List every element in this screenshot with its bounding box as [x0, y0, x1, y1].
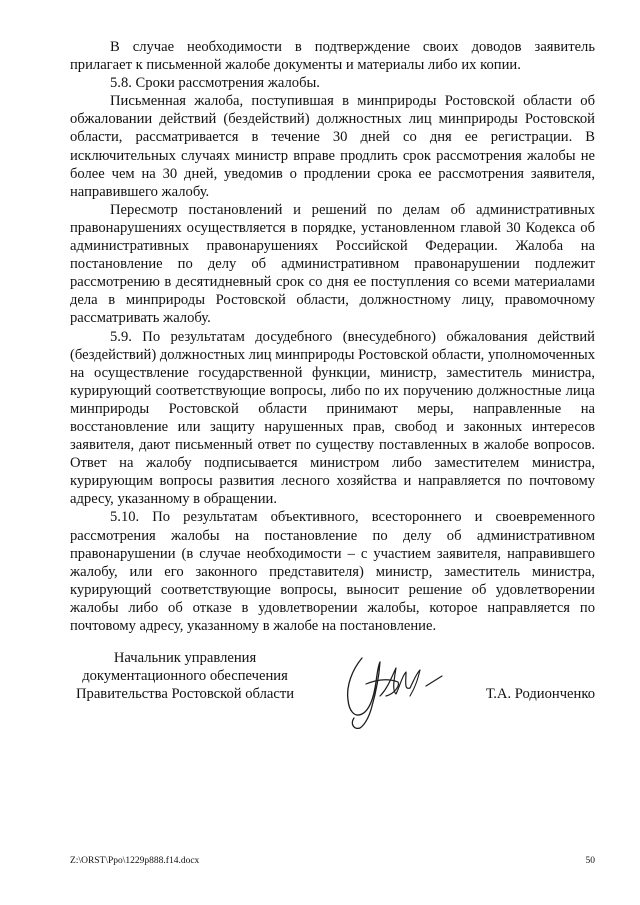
- signer-position-line: документационного обеспечения: [82, 668, 288, 685]
- signer-name: Т.А. Родионченко: [485, 686, 595, 702]
- paragraph-section-5-9: 5.9. По результатам досудебного (внесудебного) обжалования действий (бездействий) должностных лиц минприроды Ростовской области, уполномоченных на осуществление государственной функции, министр, заместитель министра, курирующий соответствующие вопросы, либо по их поручению должностные лица минприроды Ростовской области принимают меры, направленные на восстановление или защиту нарушенных прав, свобод и законных интересов заявителя, дают письменный ответ по существу поставленных в жалобе вопросов. Ответ на жалобу подписывается министром либо заместителем министра, курирующим вопросы развития лесного хозяйства и направляется по почтовому адресу, указанному в обращении.: [70, 328, 595, 508]
- signature-block: [70, 649, 595, 729]
- page-number: 50: [585, 856, 595, 866]
- signer-position-line: Начальник управления: [113, 650, 257, 666]
- paragraph-supporting-documents: В случае необходимости в подтверждение своих доводов заявитель прилагает к письменной жалобе документы и материалы либо их копии.: [70, 39, 595, 74]
- document-body: [70, 38, 595, 635]
- paragraph-complaint-review-period: Письменная жалоба, поступившая в минприроды Ростовской области об обжаловании действий (бездействий) должностных лиц минприроды Ростовской области, рассматривается в течение 30 дней со дня ее регистрации. В исключительных случаях министр вправе продлить срок рассмотрения жалобы не более чем на 30 дней, уведомив о продлении срока ее рассмотрения заявителя, направившего жалобу.: [70, 93, 595, 200]
- section-heading-review-terms: 5.8. Сроки рассмотрения жалобы.: [110, 75, 320, 92]
- footer-file-path: Z:\ORST\Ppo\1229p888.f14.docx: [70, 856, 200, 866]
- paragraph-administrative-review: Пересмотр постановлений и решений по делам об административных правонарушениях осуществляется в порядке, установленном главой 30 Кодекса об административных правонарушениях Российской Федерации. Жалоба на постановление по делу об административном правонарушении подлежит рассмотрению в десятидневный срок со дня ее поступления со всеми материалами дела в минприроды Ростовской области, должностному лицу, правомочному рассматривать жалобу.: [70, 201, 595, 327]
- handwritten-signature: [340, 652, 450, 732]
- paragraph-section-5-10: 5.10. По результатам объективного, всестороннего и своевременного рассмотрения жалобы на постановление по делу об административном правонарушении (в случае необходимости – с участием заявителя, направившего жалобу, или его законного представителя) министр, заместитель министра, курирующий соответствующие вопросы, выносит решение об удовлетворении жалобы либо об отказе в удовлетворении жалобы, которое направляется по почтовому адресу, указанному в жалобе на постановление.: [70, 509, 595, 634]
- signer-position-title: [70, 649, 300, 704]
- signer-position-line: Правительства Ростовской области: [75, 686, 295, 703]
